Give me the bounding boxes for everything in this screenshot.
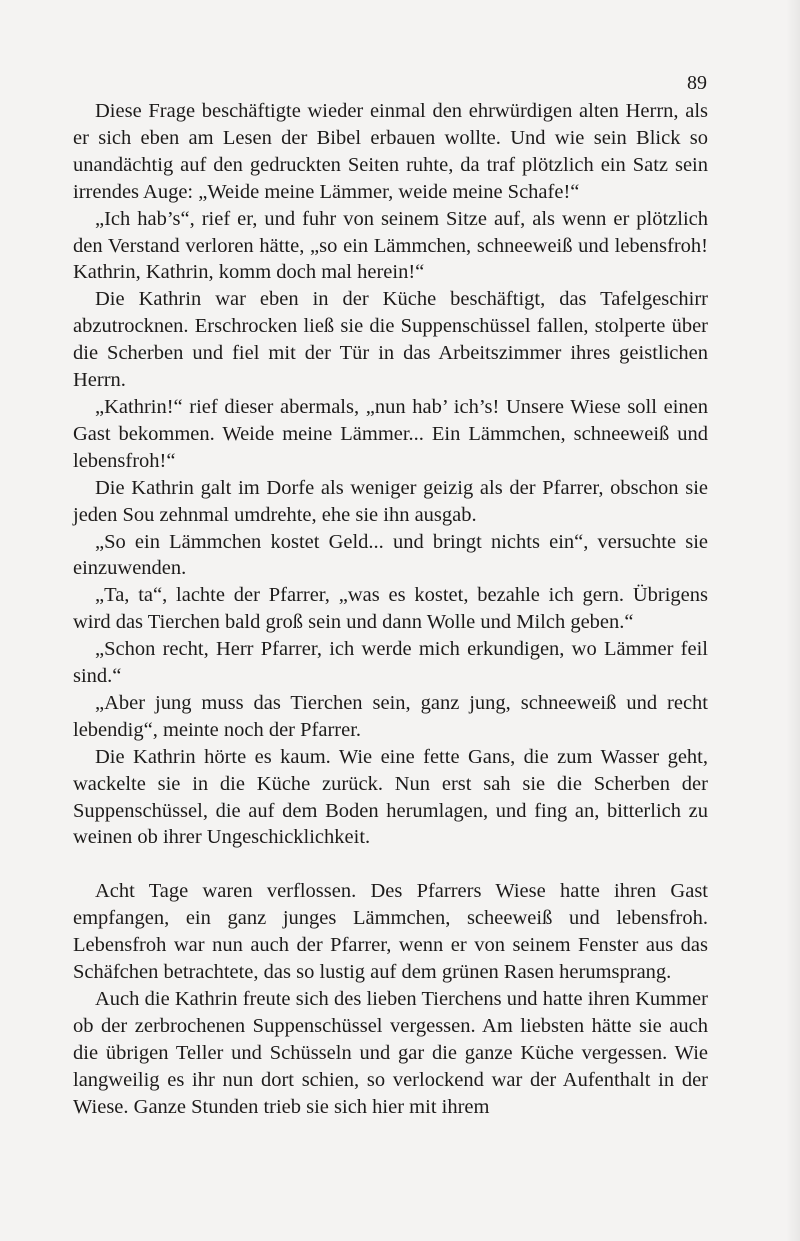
paragraph-8: „Schon recht, Herr Pfarrer, ich werde mich erkundigen, wo Lämmer feil sind.“ [73,638,708,688]
paragraph-5: Die Kathrin galt im Dorfe als weniger geizig als der Pfarrer, obschon sie jeden Sou zehnmal umdrehte, ehe sie ihn ausgab. [73,476,708,526]
page-number: 89 [687,72,707,94]
paragraph-3: Die Kathrin war eben in der Küche beschäftigt, das Tafelgeschirr abzutrocknen. Erschrocken ließ sie die Suppenschüssel fallen, stolperte über die Scherben und fiel mit der Tür in das Arbeitszimmer ihres geistlichen Herrn. [73,288,708,392]
paragraph-6: „So ein Lämmchen kostet Geld... und bringt nichts ein“, versuchte sie einzuwenden. [73,530,708,580]
body-text [73,98,708,1121]
page-edge-shadow [786,0,800,1241]
paragraph-10: Die Kathrin hörte es kaum. Wie eine fette Gans, die zum Wasser geht, wackelte sie in die Küche zurück. Nun erst sah sie die Scherben der Suppenschüssel, die auf dem Boden herumlagen, und fing an, bitterlich zu weinen ob ihrer Ungeschicklichkeit. [73,745,708,849]
paragraph-4: „Kathrin!“ rief dieser abermals, „nun hab’ ich’s! Unsere Wiese soll einen Gast bekommen. Weide meine Lämmer... Ein Lämmchen, schneeweiß und lebensfroh!“ [73,395,708,472]
paragraph-1: Diese Frage beschäftigte wieder einmal den ehrwürdigen alten Herrn, als er sich eben am Lesen der Bibel erbauen wollte. Und wie sein Blick so unandächtig auf den gedruckten Seiten ruhte, da traf plötzlich ein Satz sein irrendes Auge: „Weide meine Lämmer, weide meine Schafe!“ [73,100,708,203]
paragraph-2: „Ich hab’s“, rief er, und fuhr von seinem Sitze auf, als wenn er plötzlich den Verstand verloren hätte, „so ein Lämmchen, schneeweiß und lebensfroh! Kathrin, Kathrin, komm doch mal herein!“ [73,207,708,284]
paragraph-9: „Aber jung muss das Tierchen sein, ganz jung, schneeweiß und recht lebendig“, meinte noch der Pfarrer. [73,691,708,741]
paragraph-12: Auch die Kathrin freute sich des lieben Tierchens und hatte ihren Kummer ob der zerbrochenen Suppenschüssel vergessen. Am liebsten hätte sie auch die übrigen Teller und Schüsseln und gar die ganze Küche vergessen. Wie langweilig es ihr nun dort schien, so verlockend war der Aufenthalt in der Wiese. Ganze Stunden trieb sie sich hier mit ihrem [73,988,708,1118]
paragraph-11: Acht Tage waren verflossen. Des Pfarrers Wiese hatte ihren Gast empfangen, ein ganz junges Lämmchen, scheeweiß und lebensfroh. Lebensfroh war nun auch der Pfarrer, wenn er von seinem Fenster aus das Schäfchen betrachtete, das so lustig auf dem grünen Rasen herumsprang. [73,880,708,984]
paragraph-7: „Ta, ta“, lachte der Pfarrer, „was es kostet, bezahle ich gern. Übrigens wird das Tierchen bald groß sein und dann Wolle und Milch geben.“ [73,584,708,634]
